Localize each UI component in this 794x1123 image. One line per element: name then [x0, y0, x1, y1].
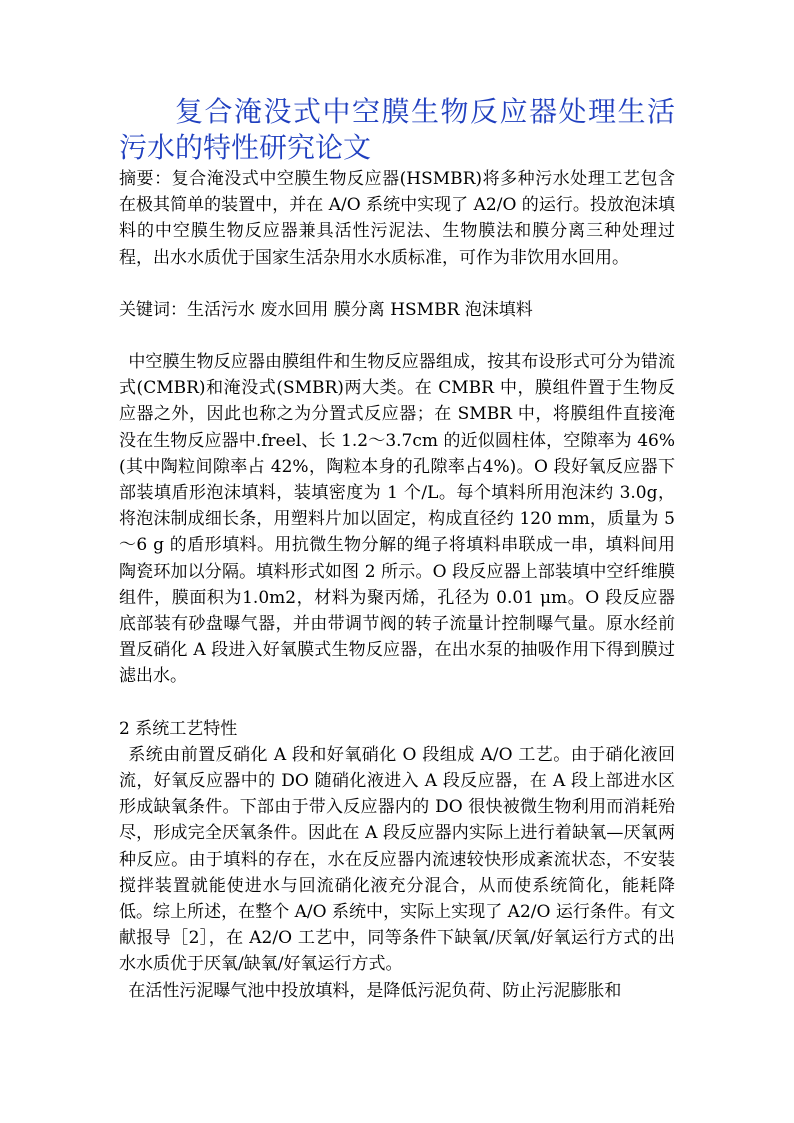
section-heading: 2 系统工艺特性 — [119, 718, 238, 739]
paragraph-gap — [119, 271, 675, 297]
section-paragraph-2: 在活性污泥曝气池中投放填料，是降低污泥负荷、防止污泥膨胀和 — [128, 980, 622, 1001]
document-title: 复合淹没式中空膜生物反应器处理生活污水的特性研究论文 — [119, 95, 675, 164]
intro-paragraph: 中空膜生物反应器由膜组件和生物反应器组成，按其布设形式可分为错流式(CMBR)和淹没式(SMBR)两大类。在 CMBR 中，膜组件置于生物反应器之外，因此也称之为分置式反应器；在 SMBR 中，将膜组件直接淹没在生物反应器中.freel、长 1.2～3.7cm 的近似圆柱体，空隙率为 46%(其中陶粒间隙率占 42%，陶粒本身的孔隙率占4%)。O 段好氧反应器下部装填盾形泡沫填料，装填密度为 1 个/L。每个填料所用泡沫约 3.0g，将泡沫制成细长条，用塑料片加以固定，构成直径约 120 mm，质量为 5～6 g 的盾形填料。用抗微生物分解的绳子将填料串联成一串，填料间用陶瓷环加以分隔。填料形式如图 2 所示。O 段反应器上部装填中空纤维膜组件，膜面积为1.0m2，材料为聚丙烯，孔径为 0.01 μm。O 段反应器底部装有砂盘曝气器，并由带调节阀的转子流量计控制曝气量。原水经前置反硝化 A 段进入好氧膜式生物反应器，在出水泵的抽吸作用下得到膜过滤出水。 — [119, 352, 675, 687]
abstract-paragraph: 摘要：复合淹没式中空膜生物反应器(HSMBR)将多种污水处理工艺包含在极其简单的装置中，并在 A/O 系统中实现了 A2/O 的运行。投放泡沫填料的中空膜生物反应器兼具活性污泥法、生物膜法和膜分离三种处理过程，出水水质优于国家生活杂用水水质标准，可作为非饮用水回用。 — [119, 169, 675, 268]
paragraph-gap — [119, 323, 675, 349]
section-paragraph-1: 系统由前置反硝化 A 段和好氧硝化 O 段组成 A/O 工艺。由于硝化液回流，好氧反应器中的 DO 随硝化液进入 A 段反应器，在 A 段上部进水区形成缺氧条件。下部由于带入反应器内的 DO 很快被微生物利用而消耗殆尽，形成完全厌氧条件。因此在 A 段反应器内实际上进行着缺氧—厌氧两种反应。由于填料的存在，水在反应器内流速较快形成紊流状态，不安装搅拌装置就能使进水与回流硝化液充分混合，从而使系统简化，能耗降低。综上所述，在整个 A/O 系统中，实际上实现了 A2/O 运行条件。有文献报导［2］，在 A2/O 工艺中，同等条件下缺氧/厌氧/好氧运行方式的出水水质优于厌氧/缺氧/好氧运行方式。 — [119, 744, 675, 975]
document-page — [119, 94, 675, 1004]
keywords-line: 关键词：生活污水 废水回用 膜分离 HSMBR 泡沫填料 — [119, 299, 533, 320]
paragraph-gap — [119, 690, 675, 716]
